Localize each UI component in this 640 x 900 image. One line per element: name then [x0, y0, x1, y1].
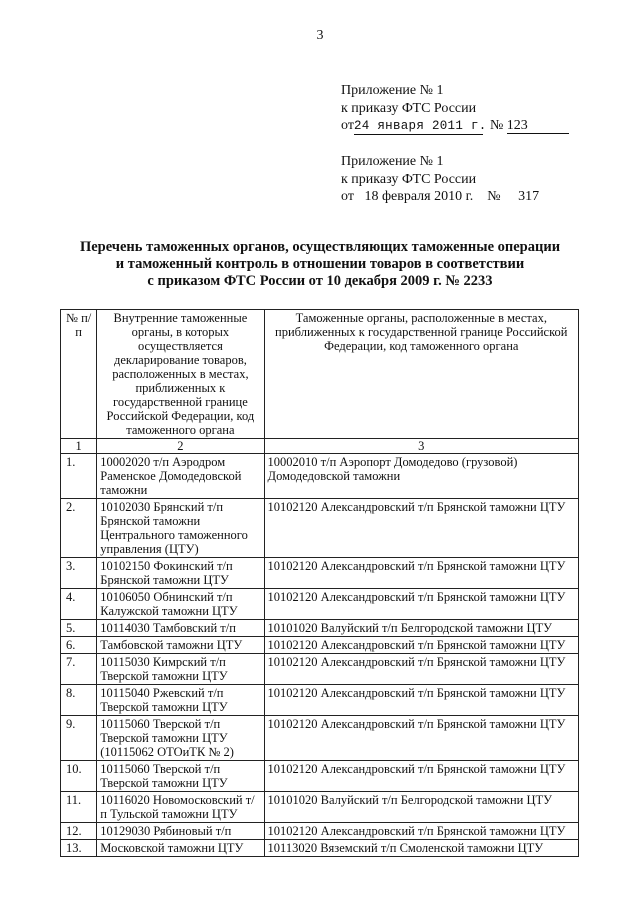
appendix-new-no-label: № [489, 118, 504, 133]
title-line-2: и таможенный контроль в отношении товаров в соответствии [115, 256, 525, 272]
row-number: 6. [61, 637, 97, 654]
table-row [61, 685, 579, 716]
row-number: 10. [61, 761, 97, 792]
row-number: 3. [61, 558, 97, 589]
table-row [61, 637, 579, 654]
appendix-new-date: 24 января 2011 г. [353, 119, 487, 133]
internal-office: 10102030 Брянский т/п Брянской таможни Центрального таможенного управления (ЦТУ) [97, 499, 264, 558]
column-number-row [61, 439, 579, 454]
row-number: 13. [61, 840, 97, 857]
appendix-old-date: 18 февраля 2010 г. [364, 189, 474, 204]
row-number: 1. [61, 454, 97, 499]
border-office: 10101020 Валуйский т/п Белгородской таможни ЦТУ [264, 620, 578, 637]
document-title [40, 239, 600, 290]
appendix-old-no-label: № [487, 189, 501, 204]
row-number: 11. [61, 792, 97, 823]
border-office: 10102120 Александровский т/п Брянской таможни ЦТУ [264, 716, 578, 761]
table-row [61, 823, 579, 840]
appendix-old-title: Приложение № 1 [341, 154, 444, 169]
table-row [61, 499, 579, 558]
internal-office: 10002020 т/п Аэродром Раменское Домодедовской таможни [97, 454, 264, 499]
border-office: 10102120 Александровский т/п Брянской таможни ЦТУ [264, 558, 578, 589]
internal-office: 10116020 Новомосковский т/п Тульской таможни ЦТУ [97, 792, 264, 823]
internal-office: 10115030 Кимрский т/п Тверской таможни ЦТУ [97, 654, 264, 685]
appendix-old-order: к приказу ФТС России [341, 171, 477, 187]
row-number: 7. [61, 654, 97, 685]
title-line-3: с приказом ФТС России от 10 декабря 2009 г. № 2233 [147, 273, 493, 289]
appendix-old-number: 317 [518, 189, 540, 204]
border-office: 10102120 Александровский т/п Брянской таможни ЦТУ [264, 637, 578, 654]
border-office: 10102120 Александровский т/п Брянской таможни ЦТУ [264, 589, 578, 620]
appendix-new-order: к приказу ФТС России [341, 100, 477, 116]
table-row [61, 620, 579, 637]
border-office: 10102120 Александровский т/п Брянской таможни ЦТУ [264, 499, 578, 558]
appendix-new-title: Приложение № 1 [341, 83, 444, 98]
table-row [61, 792, 579, 823]
table-row [61, 558, 579, 589]
row-number: 12. [61, 823, 97, 840]
header-internal: Внутренние таможенные органы, в которых осуществляется декларирование товаров, расположенных в местах, приближенных к государственной границе Российской Федерации, код таможенного органа [97, 310, 264, 439]
border-office: 10002010 т/п Аэропорт Домодедово (грузовой) Домодедовской таможни [264, 454, 578, 499]
border-office: 10102120 Александровский т/п Брянской таможни ЦТУ [264, 685, 578, 716]
border-office: 10102120 Александровский т/п Брянской таможни ЦТУ [264, 654, 578, 685]
table-row [61, 589, 579, 620]
internal-office: 10106050 Обнинский т/п Калужской таможни ЦТУ [97, 589, 264, 620]
appendix-new-from: от [341, 118, 354, 133]
border-office: 10113020 Вяземский т/п Смоленской таможни ЦТУ [264, 840, 578, 857]
internal-office: Тамбовской таможни ЦТУ [97, 637, 264, 654]
table-row [61, 840, 579, 857]
column-number: 1 [61, 439, 97, 454]
appendix-old-from: от [341, 189, 354, 204]
border-office: 10101020 Валуйский т/п Белгородской таможни ЦТУ [264, 792, 578, 823]
internal-office: Московской таможни ЦТУ [97, 840, 264, 857]
internal-office: 10102150 Фокинский т/п Брянской таможни ЦТУ [97, 558, 264, 589]
table-row [61, 761, 579, 792]
internal-office: 10129030 Рябиновый т/п [97, 823, 264, 840]
header-border: Таможенные органы, расположенные в местах, приближенных к государственной границе Российской Федерации, код таможенного органа [264, 310, 578, 439]
table-header-row [61, 310, 579, 439]
internal-office: 10115060 Тверской т/п Тверской таможни ЦТУ [97, 761, 264, 792]
appendix-new-number: 123 [507, 118, 569, 134]
row-number: 9. [61, 716, 97, 761]
customs-table [60, 309, 579, 857]
row-number: 2. [61, 499, 97, 558]
header-number: № п/п [61, 310, 97, 439]
row-number: 4. [61, 589, 97, 620]
column-number: 2 [97, 439, 264, 454]
appendix-new [341, 82, 569, 135]
column-number: 3 [264, 439, 578, 454]
border-office: 10102120 Александровский т/п Брянской таможни ЦТУ [264, 823, 578, 840]
row-number: 5. [61, 620, 97, 637]
appendix-new-date-line [341, 117, 569, 135]
title-line-1: Перечень таможенных органов, осуществляющих таможенные операции [79, 239, 561, 255]
appendix-old-date-line [341, 188, 539, 206]
table-row [61, 716, 579, 761]
row-number: 8. [61, 685, 97, 716]
internal-office: 10115060 Тверской т/п Тверской таможни ЦТУ (10115062 ОТОиТК № 2) [97, 716, 264, 761]
table-row [61, 654, 579, 685]
appendix-old [341, 153, 539, 206]
border-office: 10102120 Александровский т/п Брянской таможни ЦТУ [264, 761, 578, 792]
page-number: 3 [316, 28, 324, 43]
internal-office: 10114030 Тамбовский т/п [97, 620, 264, 637]
table-row [61, 454, 579, 499]
internal-office: 10115040 Ржевский т/п Тверской таможни ЦТУ [97, 685, 264, 716]
